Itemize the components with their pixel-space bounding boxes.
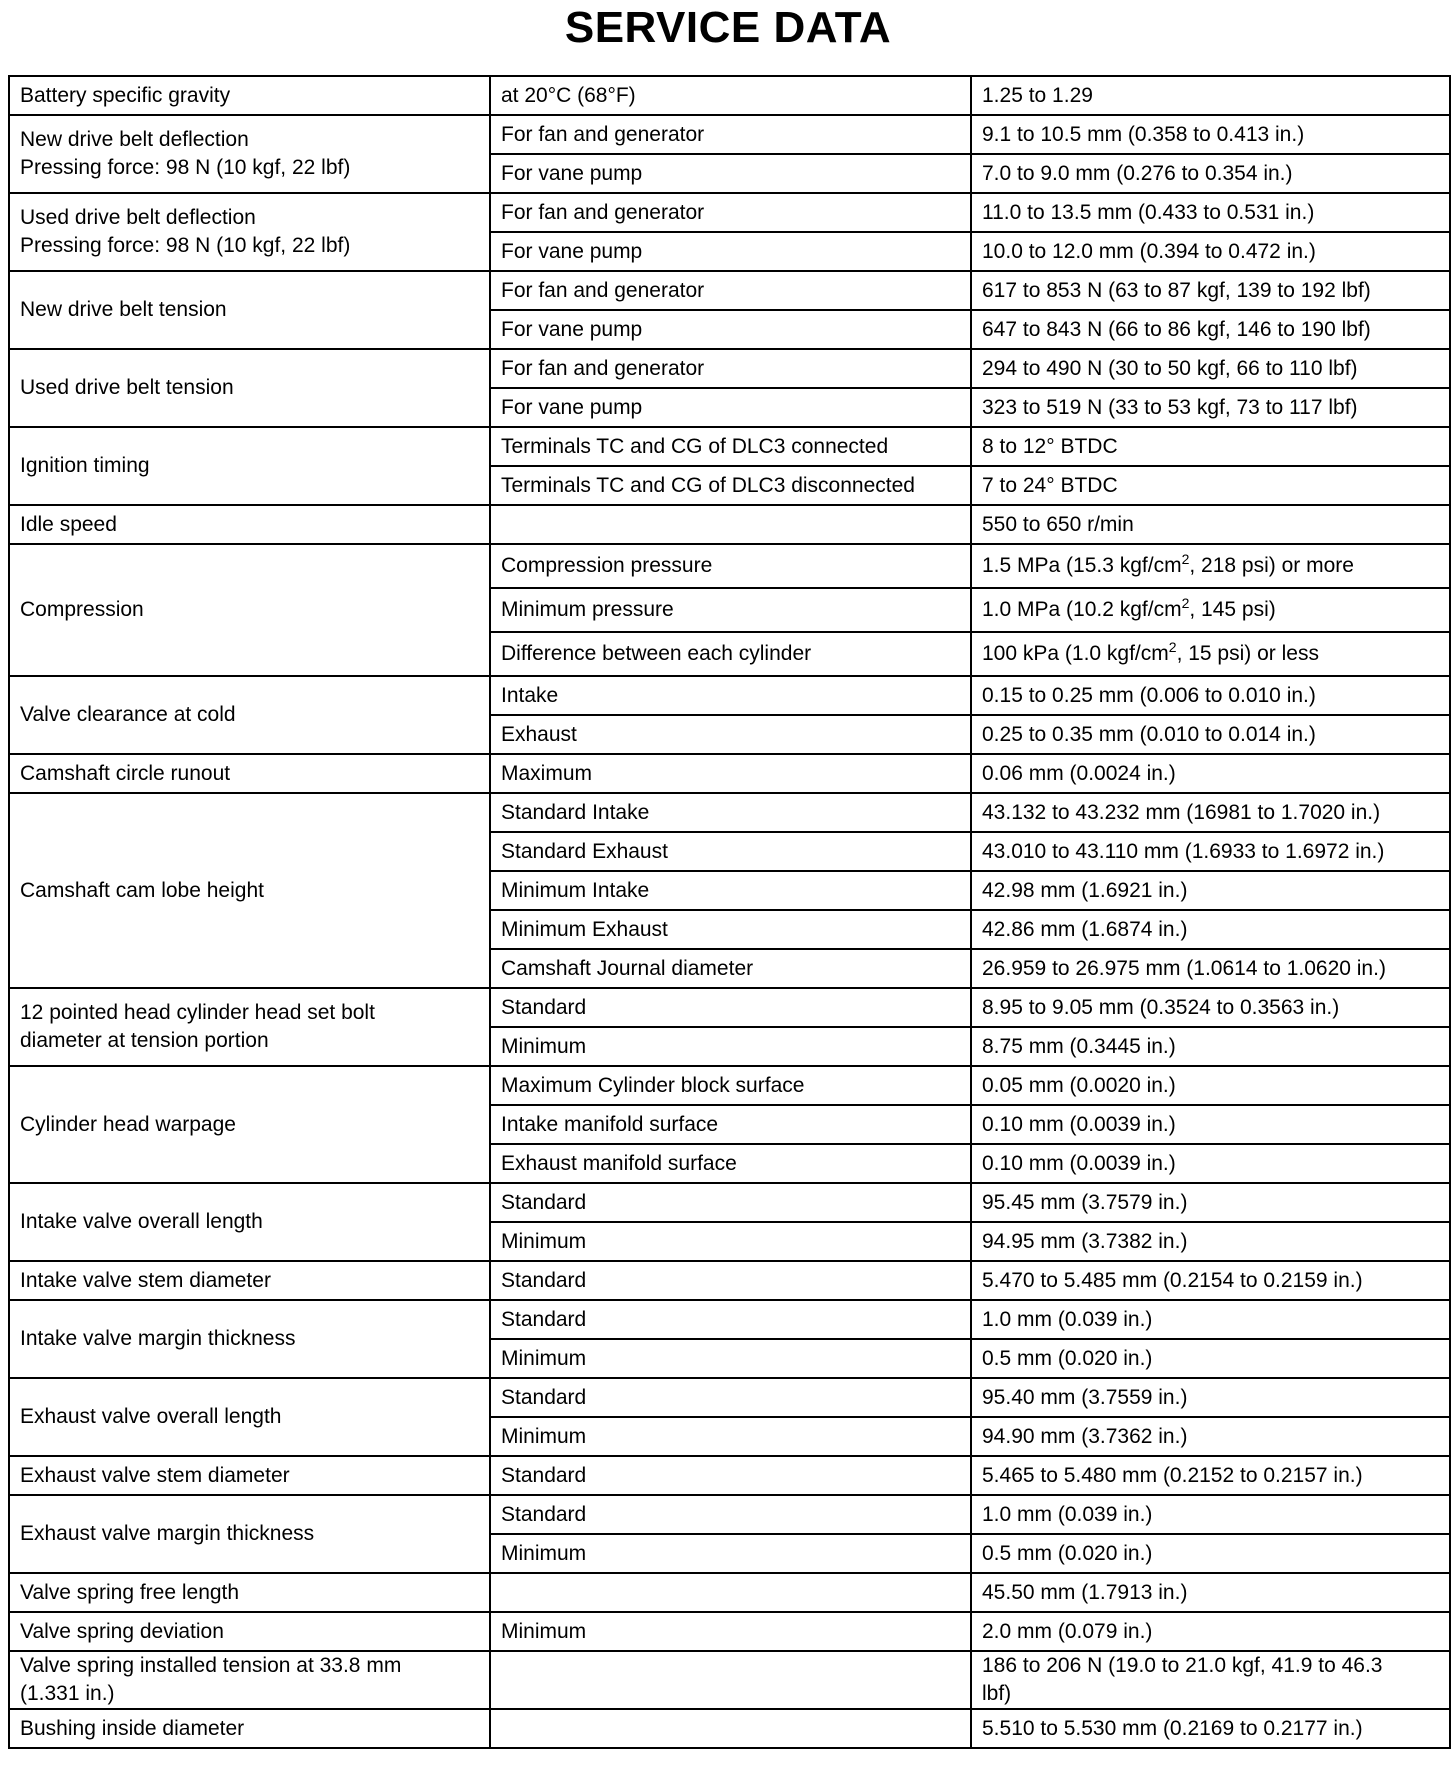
item-cell <box>9 1261 490 1300</box>
item-label: Valve spring deviation <box>20 1619 224 1643</box>
value-text: 0.15 to 0.25 mm (0.006 to 0.010 in.) <box>982 683 1316 707</box>
value-text: 9.1 to 10.5 mm (0.358 to 0.413 in.) <box>982 122 1305 146</box>
value-text: 94.90 mm (3.7362 in.) <box>982 1424 1188 1448</box>
condition-cell: For vane pump <box>490 232 971 271</box>
value-text: 95.40 mm (3.7559 in.) <box>982 1385 1188 1409</box>
item-label: New drive belt deflection <box>20 128 249 151</box>
value-text: 323 to 519 N (33 to 53 kgf, 73 to 117 lbf) <box>982 395 1358 419</box>
value-cell <box>971 1339 1450 1378</box>
condition-cell: Exhaust manifold surface <box>490 1144 971 1183</box>
value-cell <box>971 271 1450 310</box>
table-row <box>9 793 1450 832</box>
value-text: 26.959 to 26.975 mm (1.0614 to 1.0620 in.) <box>982 956 1386 980</box>
value-cell <box>971 466 1450 505</box>
value-cell <box>971 1105 1450 1144</box>
table-row <box>9 427 1450 466</box>
value-cell <box>971 1066 1450 1105</box>
condition-cell: Standard <box>490 988 971 1027</box>
item-label: Used drive belt deflection <box>20 206 256 229</box>
value-cell <box>971 1709 1450 1748</box>
value-text: 7 to 24° BTDC <box>982 473 1118 497</box>
value-cell <box>971 832 1450 871</box>
page-title: SERVICE DATA <box>564 3 892 52</box>
value-superscript: 2 <box>1181 595 1190 611</box>
value-cell <box>971 1183 1450 1222</box>
item-cell <box>9 1495 490 1573</box>
item-cell <box>9 76 490 115</box>
item-label: Battery specific gravity <box>20 83 231 107</box>
item-cell <box>9 1612 490 1651</box>
value-text: 7.0 to 9.0 mm (0.276 to 0.354 in.) <box>982 161 1293 185</box>
condition-cell: For vane pump <box>490 388 971 427</box>
value-text: 0.05 mm (0.0020 in.) <box>982 1073 1176 1097</box>
table-row <box>9 1456 1450 1495</box>
item-label: Cylinder head warpage <box>20 1112 236 1136</box>
value-text: 43.010 to 43.110 mm (1.6933 to 1.6972 in.) <box>982 839 1385 863</box>
value-text: 2.0 mm (0.079 in.) <box>982 1619 1153 1643</box>
condition-cell: Minimum <box>490 1027 971 1066</box>
item-cell <box>9 427 490 505</box>
value-cell <box>971 632 1450 676</box>
item-label: 12 pointed head cylinder head set bolt <box>20 1001 375 1024</box>
value-cell <box>971 1027 1450 1066</box>
condition-cell: Standard <box>490 1300 971 1339</box>
value-cell <box>971 1456 1450 1495</box>
value-cell <box>971 154 1450 193</box>
value-cell <box>971 988 1450 1027</box>
value-text: 0.5 mm (0.020 in.) <box>982 1346 1153 1370</box>
value-cell <box>971 1534 1450 1573</box>
condition-cell: Minimum <box>490 1339 971 1378</box>
table-row <box>9 1300 1450 1339</box>
item-cell <box>9 349 490 427</box>
table-row <box>9 1651 1450 1709</box>
item-label: Exhaust valve overall length <box>20 1405 282 1428</box>
item-label: Intake valve overall length <box>20 1210 263 1233</box>
value-text: 8.95 to 9.05 mm (0.3524 to 0.3563 in.) <box>982 995 1340 1019</box>
condition-cell: Standard <box>490 1183 971 1222</box>
value-text: 42.86 mm (1.6874 in.) <box>982 917 1188 941</box>
value-cell <box>971 310 1450 349</box>
condition-cell: For fan and generator <box>490 271 971 310</box>
value-cell <box>971 1573 1450 1612</box>
value-text: 45.50 mm (1.7913 in.) <box>982 1580 1188 1604</box>
value-text: , 15 psi) or less <box>1176 642 1319 665</box>
condition-cell: Minimum <box>490 1612 971 1651</box>
value-cell <box>971 949 1450 988</box>
value-cell <box>971 1612 1450 1651</box>
value-text: 11.0 to 13.5 mm (0.433 to 0.531 in.) <box>982 200 1315 224</box>
table-row <box>9 193 1450 232</box>
table-row <box>9 1261 1450 1300</box>
table-row <box>9 505 1450 544</box>
value-text: lbf) <box>982 1682 1012 1705</box>
condition-cell: Standard Exhaust <box>490 832 971 871</box>
value-cell <box>971 388 1450 427</box>
value-text: 1.5 MPa (15.3 kgf/cm <box>982 554 1182 577</box>
condition-cell: For fan and generator <box>490 193 971 232</box>
item-cell <box>9 1456 490 1495</box>
value-cell <box>971 544 1450 588</box>
item-label: Intake valve margin thickness <box>20 1327 296 1350</box>
value-text: 0.5 mm (0.020 in.) <box>982 1541 1153 1565</box>
condition-cell: For fan and generator <box>490 115 971 154</box>
value-text: 0.10 mm (0.0039 in.) <box>982 1112 1176 1136</box>
value-text: 100 kPa (1.0 kgf/cm <box>982 642 1169 665</box>
table-row <box>9 115 1450 154</box>
condition-cell: Minimum <box>490 1417 971 1456</box>
item-label: diameter at tension portion <box>20 1029 269 1052</box>
table-row <box>9 754 1450 793</box>
item-cell <box>9 1378 490 1456</box>
condition-cell <box>490 1573 971 1612</box>
value-cell <box>971 910 1450 949</box>
value-text: 1.0 mm (0.039 in.) <box>982 1502 1153 1526</box>
item-label: Compression <box>20 598 144 621</box>
item-label: Idle speed <box>20 512 117 536</box>
item-cell <box>9 988 490 1066</box>
value-cell <box>971 1417 1450 1456</box>
condition-cell: at 20°C (68°F) <box>490 76 971 115</box>
item-label: Pressing force: 98 N (10 kgf, 22 lbf) <box>20 234 351 257</box>
value-cell <box>971 754 1450 793</box>
item-cell <box>9 505 490 544</box>
item-cell <box>9 115 490 193</box>
table-row <box>9 1709 1450 1748</box>
value-cell <box>971 505 1450 544</box>
value-text: 8 to 12° BTDC <box>982 434 1118 458</box>
value-text: 43.132 to 43.232 mm (16981 to 1.7020 in.) <box>982 800 1381 824</box>
value-text: 8.75 mm (0.3445 in.) <box>982 1034 1176 1058</box>
table-row <box>9 271 1450 310</box>
table-row <box>9 349 1450 388</box>
condition-cell: Standard <box>490 1261 971 1300</box>
value-text: 1.0 MPa (10.2 kgf/cm <box>982 598 1182 621</box>
condition-cell: Intake <box>490 676 971 715</box>
table-row <box>9 1612 1450 1651</box>
value-text: 617 to 853 N (63 to 87 kgf, 139 to 192 lbf) <box>982 278 1371 302</box>
table-row <box>9 1573 1450 1612</box>
table-row <box>9 988 1450 1027</box>
item-label: Pressing force: 98 N (10 kgf, 22 lbf) <box>20 156 351 179</box>
table-row <box>9 544 1450 588</box>
condition-cell: For vane pump <box>490 154 971 193</box>
value-cell <box>971 871 1450 910</box>
value-text: , 218 psi) or more <box>1189 554 1354 577</box>
item-cell <box>9 544 490 676</box>
value-text: 1.0 mm (0.039 in.) <box>982 1307 1153 1331</box>
value-text: 0.06 mm (0.0024 in.) <box>982 761 1176 785</box>
item-label: Camshaft circle runout <box>20 761 231 785</box>
value-cell <box>971 1222 1450 1261</box>
item-cell <box>9 676 490 754</box>
value-text: 0.25 to 0.35 mm (0.010 to 0.014 in.) <box>982 722 1316 746</box>
value-text: , 145 psi) <box>1189 598 1276 621</box>
value-cell <box>971 1144 1450 1183</box>
value-cell <box>971 193 1450 232</box>
value-superscript: 2 <box>1168 639 1177 655</box>
condition-cell: Intake manifold surface <box>490 1105 971 1144</box>
value-text: 5.465 to 5.480 mm (0.2152 to 0.2157 in.) <box>982 1463 1363 1487</box>
table-row <box>9 1378 1450 1417</box>
item-cell <box>9 1651 490 1709</box>
item-label: Valve clearance at cold <box>20 703 236 726</box>
condition-cell: Minimum Exhaust <box>490 910 971 949</box>
table-body <box>9 76 1450 1748</box>
value-text: 186 to 206 N (19.0 to 21.0 kgf, 41.9 to 46.3 <box>982 1654 1383 1677</box>
condition-cell <box>490 1651 971 1709</box>
item-cell <box>9 793 490 988</box>
table-row <box>9 1495 1450 1534</box>
service-data-table <box>8 75 1451 1749</box>
value-text: 10.0 to 12.0 mm (0.394 to 0.472 in.) <box>982 239 1316 263</box>
condition-cell: Camshaft Journal diameter <box>490 949 971 988</box>
value-cell <box>971 676 1450 715</box>
item-label: Valve spring free length <box>20 1580 240 1604</box>
item-cell <box>9 271 490 349</box>
item-cell <box>9 754 490 793</box>
value-cell <box>971 1378 1450 1417</box>
condition-cell: Minimum <box>490 1222 971 1261</box>
item-label: New drive belt tension <box>20 298 227 321</box>
condition-cell <box>490 505 971 544</box>
value-cell <box>971 115 1450 154</box>
item-cell <box>9 1183 490 1261</box>
condition-cell: Terminals TC and CG of DLC3 connected <box>490 427 971 466</box>
condition-cell: Standard <box>490 1456 971 1495</box>
condition-cell: Compression pressure <box>490 544 971 588</box>
value-cell <box>971 1300 1450 1339</box>
value-cell <box>971 793 1450 832</box>
value-cell <box>971 427 1450 466</box>
value-cell <box>971 715 1450 754</box>
value-text: 550 to 650 r/min <box>982 512 1134 536</box>
item-label: Camshaft cam lobe height <box>20 878 264 902</box>
value-superscript: 2 <box>1181 551 1190 567</box>
item-label: Used drive belt tension <box>20 376 234 399</box>
condition-cell: Standard <box>490 1495 971 1534</box>
value-text: 1.25 to 1.29 <box>982 83 1093 107</box>
condition-cell: Minimum <box>490 1534 971 1573</box>
item-label: Valve spring installed tension at 33.8 mm <box>20 1654 402 1677</box>
condition-cell: Minimum pressure <box>490 588 971 632</box>
table-row <box>9 1183 1450 1222</box>
condition-cell: Terminals TC and CG of DLC3 disconnected <box>490 466 971 505</box>
value-cell <box>971 1651 1450 1709</box>
item-label: Exhaust valve stem diameter <box>20 1463 290 1487</box>
condition-cell: Standard Intake <box>490 793 971 832</box>
item-cell <box>9 1709 490 1748</box>
value-cell <box>971 349 1450 388</box>
condition-cell: Exhaust <box>490 715 971 754</box>
item-cell <box>9 1573 490 1612</box>
item-label: (1.331 in.) <box>20 1682 115 1705</box>
item-label: Ignition timing <box>20 454 150 477</box>
value-cell <box>971 1495 1450 1534</box>
value-cell <box>971 1261 1450 1300</box>
value-text: 5.470 to 5.485 mm (0.2154 to 0.2159 in.) <box>982 1268 1363 1292</box>
item-label: Intake valve stem diameter <box>20 1268 271 1292</box>
value-text: 42.98 mm (1.6921 in.) <box>982 878 1188 902</box>
value-text: 294 to 490 N (30 to 50 kgf, 66 to 110 lbf) <box>982 356 1358 380</box>
condition-cell: Standard <box>490 1378 971 1417</box>
item-cell <box>9 1066 490 1183</box>
table-row <box>9 1066 1450 1105</box>
value-text: 95.45 mm (3.7579 in.) <box>982 1190 1188 1214</box>
condition-cell <box>490 1709 971 1748</box>
value-text: 94.95 mm (3.7382 in.) <box>982 1229 1188 1253</box>
value-text: 5.510 to 5.530 mm (0.2169 to 0.2177 in.) <box>982 1716 1363 1740</box>
table-row <box>9 76 1450 115</box>
condition-cell: Difference between each cylinder <box>490 632 971 676</box>
value-cell <box>971 588 1450 632</box>
table-row <box>9 676 1450 715</box>
item-label: Bushing inside diameter <box>20 1716 245 1740</box>
value-text: 0.10 mm (0.0039 in.) <box>982 1151 1176 1175</box>
item-cell <box>9 1300 490 1378</box>
condition-cell: Maximum Cylinder block surface <box>490 1066 971 1105</box>
value-text: 647 to 843 N (66 to 86 kgf, 146 to 190 lbf) <box>982 317 1371 341</box>
condition-cell: For fan and generator <box>490 349 971 388</box>
value-cell <box>971 232 1450 271</box>
condition-cell: For vane pump <box>490 310 971 349</box>
condition-cell: Maximum <box>490 754 971 793</box>
value-cell <box>971 76 1450 115</box>
item-cell <box>9 193 490 271</box>
item-label: Exhaust valve margin thickness <box>20 1522 315 1545</box>
condition-cell: Minimum Intake <box>490 871 971 910</box>
